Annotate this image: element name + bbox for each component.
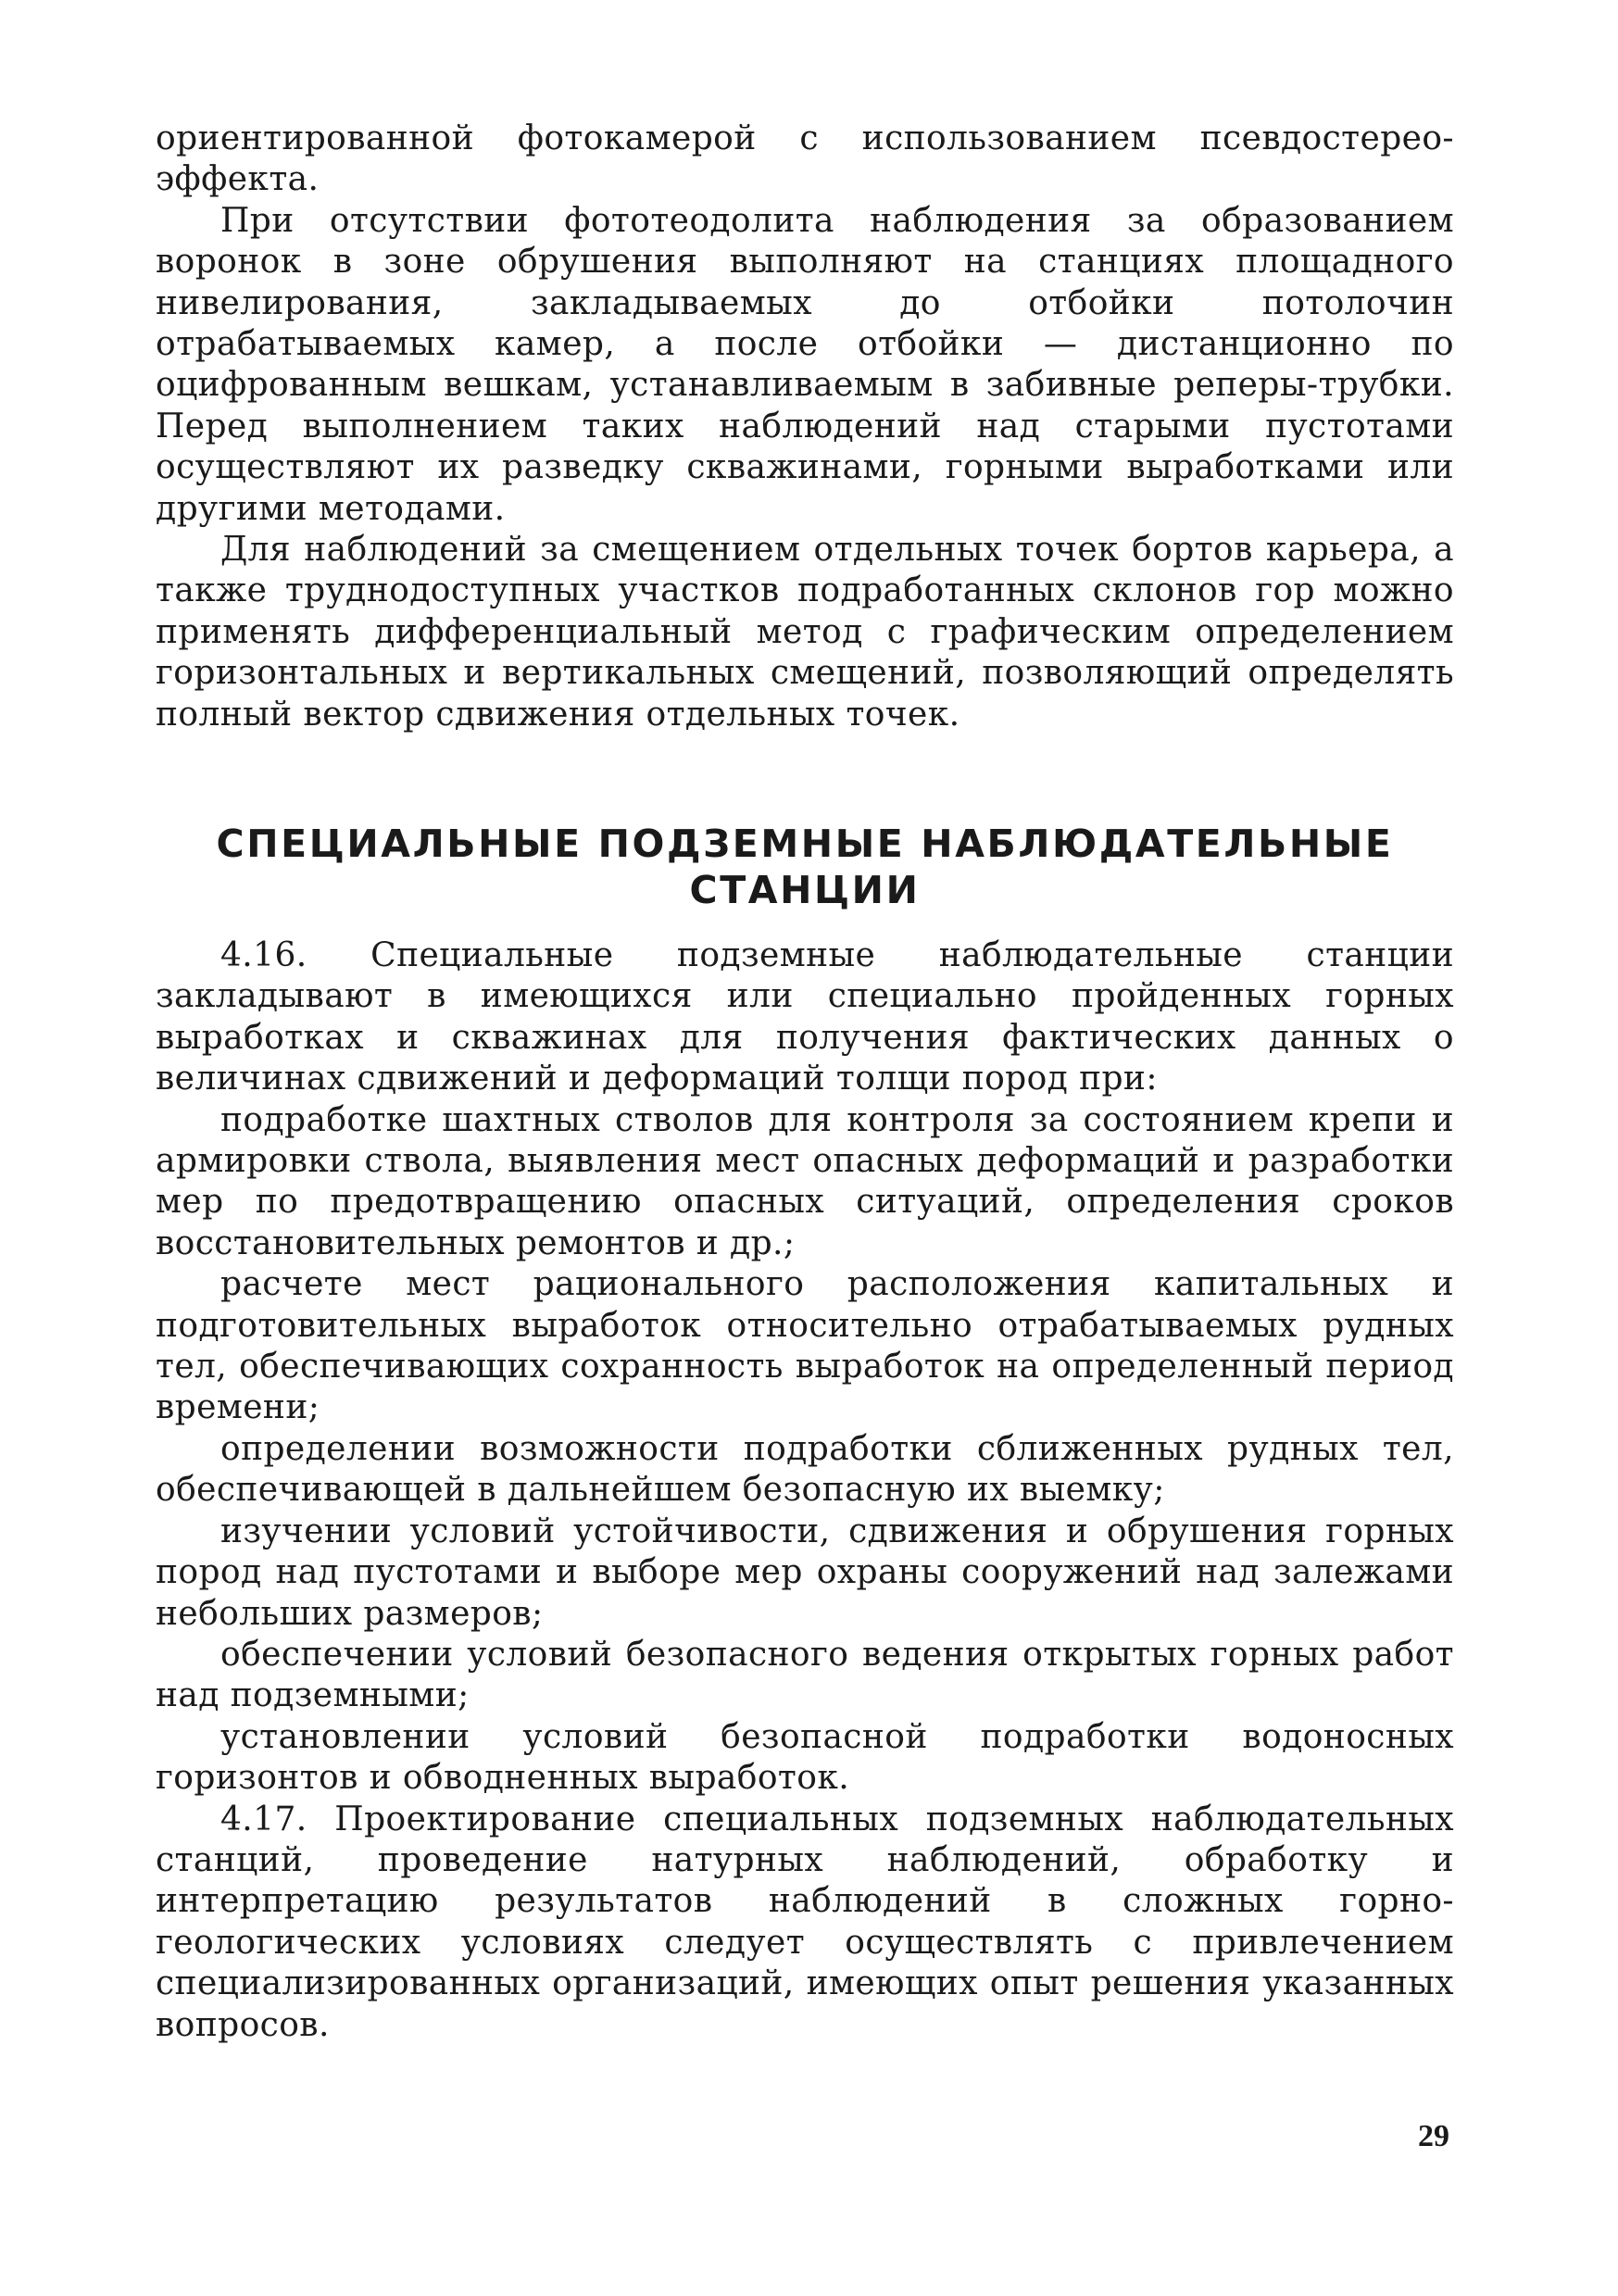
text-block-top: [156, 119, 1454, 735]
list-item: расчете мест рационального расположения капитальных и подготовительных выработок относительно отрабатываемых рудных тел, обеспечивающих сохранность выработок на определенный период времени;: [156, 1265, 1454, 1427]
paragraph: 4.17. Проектирование специальных подземных наблюдательных станций, проведение натурных наблюдений, обработку и интерпретацию результатов наблюдений в сложных горно-геологических условиях следует осуществлять с привлечением специализированных организаций, имеющих опыт решения указанных вопросов.: [156, 1800, 1454, 2044]
paragraph: При отсутствии фототеодолита наблюдения за образованием воронок в зоне обрушения выполняют на станциях площадного нивелирования, закладываемых до отбойки потолочин отрабатываемых камер, а после отбойки — дистанционно по оцифрованным вешкам, устанавливаемым в забивные реперы-трубки. Перед выполнением таких наблюдений над старыми пустотами осуществляют их разведку скважинами, горными выработками или другими методами.: [156, 201, 1454, 528]
paragraph: 4.16. Специальные подземные наблюдательные станции закладывают в имеющихся или специально пройденных горных выработках и скважинах для получения фактических данных о величинах сдвижений и деформаций толщи пород при:: [156, 936, 1454, 1098]
paragraph: ориентированной фотокамерой с использованием псевдостерео-эффекта.: [156, 119, 1454, 199]
list-item: определении возможности подработки сближенных рудных тел, обеспечивающей в дальнейшем безопасную их выемку;: [156, 1429, 1454, 1510]
section-heading-line-2: СТАНЦИИ: [689, 868, 921, 912]
page-number: 29: [1418, 2119, 1449, 2153]
text-block-bottom: [156, 935, 1454, 2046]
list-item: изучении условий устойчивости, сдвижения и обрушения горных пород над пустотами и выборе мер охраны сооружений над залежами небольших размеров;: [156, 1512, 1454, 1633]
section-heading-line-1: СПЕЦИАЛЬНЫЕ ПОДЗЕМНЫЕ НАБЛЮДАТЕЛЬНЫЕ: [216, 822, 1394, 866]
list-item: установлении условий безопасной подработки водоносных горизонтов и обводненных выработок.: [156, 1717, 1454, 1798]
section-heading: [156, 821, 1454, 913]
list-item: обеспечении условий безопасного ведения открытых горных работ над подземными;: [156, 1635, 1454, 1715]
list-item: подработке шахтных стволов для контроля за состоянием крепи и армировки ствола, выявления мест опасных деформаций и разработки мер по предотвращению опасных ситуаций, определения сроков восстановительных ремонтов и др.;: [156, 1100, 1454, 1262]
paragraph: Для наблюдений за смещением отдельных точек бортов карьера, а также труднодоступных участков подработанных склонов гор можно применять дифференциальный метод с графическим определением горизонтальных и вертикальных смещений, позволяющий определять полный вектор сдвижения отдельных точек.: [156, 531, 1454, 734]
